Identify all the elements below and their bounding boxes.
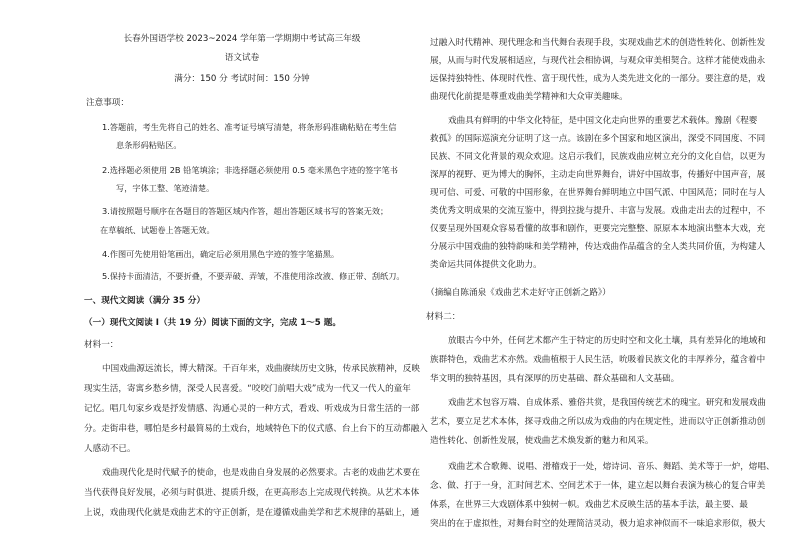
paragraph-line: 中国戏曲源远流长，博大精深。千百年来，戏曲赓续历史文脉，传承民族精神，反映 xyxy=(102,364,420,374)
notes-heading: 注意事项： xyxy=(86,98,129,108)
paragraph-line: 展，从而与时代发展相适应，与现代社会相协调，与观众审美相契合。这样才能使戏曲永 xyxy=(430,56,766,66)
note-line: 2.选择题必须使用 2B 铅笔填涂；非选择题必须使用 0.5 毫米黑色字迹的签字笔书 xyxy=(102,165,398,175)
paragraph-line: 民族、不同文化背景的观众欢迎。这启示我们，民族戏曲应树立充分的文化自信，以更为 xyxy=(430,152,766,162)
paragraph-line: 仅要呈现外国观众容易看懂的故事和剧作，更要完完整整、原原本本地演出整本大戏，充 xyxy=(430,224,766,234)
paragraph-line: 分展示中国戏曲的独特韵味和美学精神，传达戏曲作品蕴含的全人类共同价值，为构建人 xyxy=(430,242,766,252)
section-heading: 一、现代文阅读（满分 35 分） xyxy=(84,296,206,306)
paragraph-line: 类命运共同体提供文化助力。 xyxy=(430,260,542,270)
paragraph-line: 体系，在世界三大戏剧体系中独树一帜。戏曲艺术反映生活的基本手法，最主要、最 xyxy=(430,500,748,510)
paragraph-line: 族群特色，戏曲艺术亦然。戏曲植根于人民生活，吮吸着民族文化的丰厚养分，蕴含着中 xyxy=(430,355,766,365)
paragraph-line: 戏曲艺术合歌舞、说唱、滑稽戏于一处，熔诗词、音乐、舞蹈、美术等于一炉，熔唱、 xyxy=(448,462,775,472)
paragraph-line: 现实生活，寄寓乡愁乡情，深受人民喜爱。“咬咬门前唱大戏”成为一代又一代人的童年 xyxy=(84,384,411,394)
note-line: 4.作图可先使用铅笔画出，确定后必须用黑色字迹的签字笔描黑。 xyxy=(102,249,340,259)
note-line: 1.答题前，考生先将自己的姓名、准考证号填写清楚，将条形码准确粘贴在考生信 xyxy=(102,122,397,132)
paragraph-line: 过融入时代精神、现代理念和当代舞台表现手段，实现戏曲艺术的创造性转化、创新性发 xyxy=(430,38,766,48)
note-line: 3.请按照题号顺序在各题目的答题区域内作答，超出答题区域书写的答案无效； xyxy=(102,206,389,216)
exam-title: 长春外国语学校 2023~2024 学年第一学期期中考试高三年级 xyxy=(123,34,361,44)
paragraph-line: 类优秀文明成果的交流互鉴中，得到拉拢与提升、丰富与发展。戏曲走出去的过程中，不 xyxy=(430,206,766,216)
paragraph-line: 艺术，要立足艺术本体，探寻戏曲之所以成为戏曲的内在规定性，进而以守正创新推动创 xyxy=(430,417,766,427)
note-line: 写，字体工整、笔迹清楚。 xyxy=(116,183,215,193)
paragraph-line: 曲现代化前提是尊重戏曲美学精神和大众审美趣味。 xyxy=(430,92,628,102)
material-label: 材料一： xyxy=(84,340,119,350)
paragraph-line: 造性转化、创新性发展，使戏曲艺术焕发新的魅力和风采。 xyxy=(430,436,654,446)
paragraph-line: 人感动不已。 xyxy=(84,444,136,454)
paragraph-line: 突出的在于虚拟性，对舞台时空的处理简洁灵动，极力追求神似而不一味追求形似，极大 xyxy=(430,519,766,529)
source-citation: （摘编自陈涌泉《戏曲艺术走好守正创新之路》） xyxy=(426,288,611,298)
paragraph-line: 戏曲现代化是时代赋予的使命，也是戏曲自身发展的必然要求。古老的戏曲艺术要在 xyxy=(102,468,420,478)
paragraph-line: 救孤》的国际巡演充分证明了这一点。该剧在多个国家和地区演出，深受不同国度、不同 xyxy=(430,134,766,144)
paragraph-line: 放眼古今中外，任何艺术都产生于特定的历史时空和文化土壤，具有差异化的地域和 xyxy=(448,336,766,346)
score-and-time: 满分：150 分 考试时间：150 分钟 xyxy=(174,74,310,84)
note-line: 在草稿纸、试题卷上答题无效。 xyxy=(100,225,215,235)
material-label: 材料二： xyxy=(426,312,461,322)
paragraph-line: 华文明的独特基因，具有深厚的历史基础、群众基础和人文基础。 xyxy=(430,374,680,384)
paragraph-line: 当代获得良好发展，必须与时俱进、提质升级，在更高形态上完成现代转换。从艺术本体 xyxy=(84,488,420,498)
note-line: 5.保持卡面清洁，不要折叠，不要弄破、弄皱，不准使用涂改液、修正带、刮纸刀。 xyxy=(102,271,405,281)
paragraph-line: 记忆。唱几句家乡戏是抒发情感、沟通心灵的一种方式，看戏、听戏成为日常生活的一部 xyxy=(84,404,420,414)
paragraph-line: 分。走街串巷，哪怕是乡村最简易的土戏台，地域特色下的仪式感、台上台下的互动都融入 xyxy=(84,424,428,434)
paragraph-line: 远保持独特性、体现时代性、富于现代性，成为人类先进文化的一部分。要注意的是，戏 xyxy=(430,74,766,84)
paragraph-line: 上说，戏曲现代化就是戏曲艺术的守正创新，是在遵循戏曲美学和艺术规律的基础上，通 xyxy=(84,508,420,518)
note-line: 息条形码粘贴区。 xyxy=(116,140,182,150)
paragraph-line: 戏曲具有鲜明的中华文化特征，是中国文化走向世界的重要艺术载体。豫剧《程婴 xyxy=(448,116,758,126)
paragraph-line: 现可信、可爱、可敬的中国形象，在世界舞台鲜明地立中国气派、中国风范；同时在与人 xyxy=(430,188,766,198)
paragraph-line: 戏曲艺术包容万端、自成体系、雅俗共赏，是我国传统艺术的瑰宝。研究和发展戏曲 xyxy=(448,398,766,408)
paragraph-line: 深厚的视野、更为博大的胸怀，主动走向世界舞台，讲好中国故事，传播好中国声音，展 xyxy=(430,170,766,180)
paragraph-line: 念、做、打于一身，汇时间艺术、空间艺术于一体，建立起以舞台表演为核心的复合审美 xyxy=(430,481,766,491)
subsection-heading: （一）现代文阅读 I（共 19 分）阅读下面的文字，完成 1～5 题。 xyxy=(84,318,341,328)
exam-subject: 语文试卷 xyxy=(224,53,260,63)
